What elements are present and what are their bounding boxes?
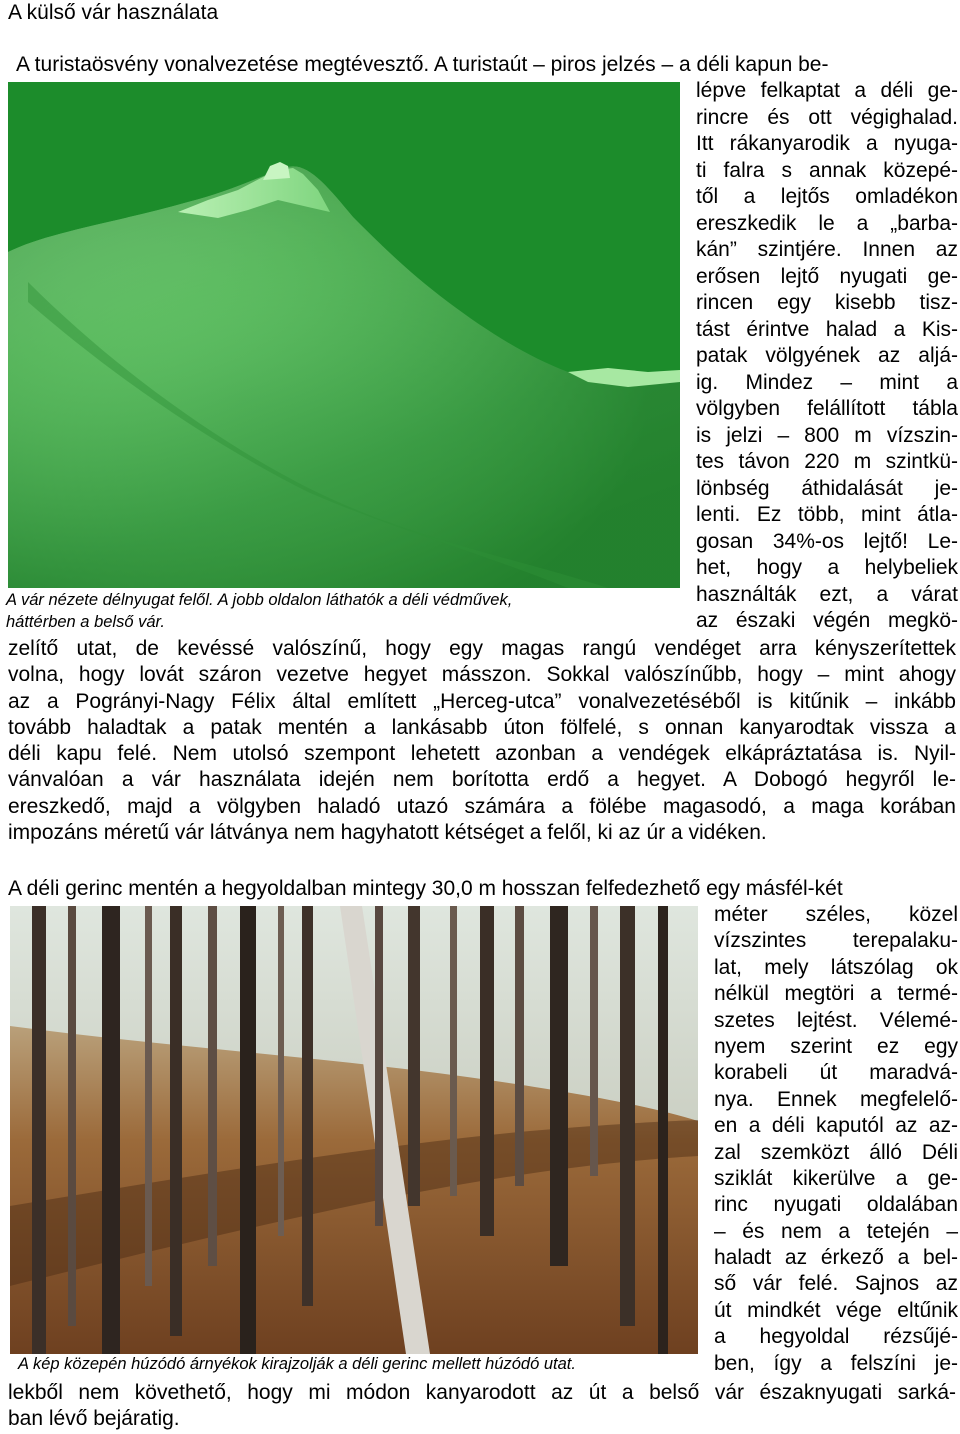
text-line: déli kapu felé. Nem utolsó szempont lehetett azonban a vendégek elkápráztatása is. Nyil- xyxy=(8,742,956,766)
text-line: ban lévő bejáratig. xyxy=(8,1407,180,1431)
text-line: ereszkedik le a „barba- xyxy=(696,211,958,235)
text-line: lépve felkaptat a déli ge- xyxy=(696,79,958,102)
castle-terrain-model-image xyxy=(8,82,680,588)
text-line: ereszkedő, majd a völgyben haladó utazó számára a fölébe magasodó, a maga korában xyxy=(8,794,956,818)
text-line: től a lejtős omladékon xyxy=(696,185,958,208)
figure1-caption-line2: háttérben a belső vár. xyxy=(6,613,165,631)
paragraph2-continuation xyxy=(8,1380,956,1433)
paragraph2-intro: A déli gerinc mentén a hegyoldalban mintegy 30,0 m hosszan felfedezhető egy másfél-két xyxy=(8,877,843,900)
text-line: szetes lejtést. Vélemé- xyxy=(714,1008,958,1032)
text-line: gosan 34%-os lejtő! Le- xyxy=(696,529,958,553)
text-line: tes távon 220 m szintkü- xyxy=(696,450,958,473)
text-line: ti falra s annak közepé- xyxy=(696,158,958,182)
text-line: rinc nyugati oldalában xyxy=(714,1193,958,1217)
text-line: rincen egy kisebb tisz- xyxy=(696,291,958,314)
section-title: A külső vár használata xyxy=(8,1,219,24)
text-line: út mindkét vége eltűnik xyxy=(714,1298,958,1322)
text-line: lat, mely látszólag ok xyxy=(714,955,958,979)
terrain-render xyxy=(8,82,680,588)
text-line: lenti. Ez több, mint átla- xyxy=(696,503,958,526)
paragraph1-continuation xyxy=(8,636,956,846)
text-line: sziklát kikerülve a ge- xyxy=(714,1166,958,1190)
text-line: is jelzi – 800 m vízszin- xyxy=(696,423,958,447)
paragraph1-intro: A turistaösvény vonalvezetése megtévesztő. A turistaút – piros jelzés – a déli kapun be- xyxy=(16,53,829,76)
text-line: en a déli kaputól az az- xyxy=(714,1114,958,1138)
text-line: Itt rákanyarodik a nyuga- xyxy=(696,132,958,155)
text-line: kán” szintjére. Innen az xyxy=(696,238,958,261)
text-line: nyem szerint ez egy xyxy=(714,1034,958,1058)
forest-render xyxy=(10,906,698,1354)
paragraph2-right-column xyxy=(714,902,958,1377)
text-line: az a Pogrányi-Nagy Félix által említett „Herceg-utca” vonalvezetéséből is kitűnik – inkább xyxy=(8,689,956,713)
figure1-caption-line1: A vár nézete délnyugat felől. A jobb oldalon láthatók a déli védművek, xyxy=(6,591,513,609)
text-line: tást érintve halad a Kis- xyxy=(696,317,958,341)
text-line: nya. Ennek megfelelő- xyxy=(714,1087,958,1111)
text-line: haladt az érkező a bel- xyxy=(714,1246,958,1270)
figure2-caption: A kép közepén húzódó árnyékok kirajzolják a déli gerinc mellett húzódó utat. xyxy=(14,1354,580,1374)
forest-slope-photo xyxy=(10,906,698,1354)
text-line: – és nem a tetején – xyxy=(714,1219,958,1243)
text-line: tovább haladtak a patak mentén a lankásabb úton fölfelé, s onnan kanyarodtak vissza a xyxy=(8,715,956,739)
text-line: korabeli út maradvá- xyxy=(714,1061,958,1085)
text-line: het, hogy a helybeliek xyxy=(696,556,958,579)
text-line: volna, hogy lovát száron vezetve hegyet másszon. Sokkal valószínűbb, hogy – mint ahogy xyxy=(8,663,956,687)
text-line: patak völgyének az aljá- xyxy=(696,344,958,367)
text-line: méter széles, közel xyxy=(714,903,958,926)
text-line: zelítő utat, de kevéssé valószínű, hogy egy magas rangú vendéget arra kényszerítettek xyxy=(8,637,956,660)
text-line: ső vár felé. Sajnos az xyxy=(714,1272,958,1296)
paragraph1-right-column xyxy=(696,78,958,635)
text-line: ig. Mindez – mint a xyxy=(696,370,958,394)
text-line: a hegyoldal rézsűjé- xyxy=(714,1325,958,1349)
text-line: zal szemközt álló Déli xyxy=(714,1140,958,1164)
text-line: lönbség áthidalását je- xyxy=(696,476,958,500)
text-line: vánvalóan a vár használata idején nem borította erdő a hegyet. A Dobogó hegyről le- xyxy=(8,768,956,792)
text-line: rincre és ott végighalad. xyxy=(696,105,958,129)
text-line: nélkül megtöri a termé- xyxy=(714,982,958,1006)
text-line: lekből nem követhető, hogy mi módon kanyarodott az út a belső vár északnyugati sarká- xyxy=(8,1381,956,1404)
text-line: az északi végén megkö- xyxy=(696,609,958,632)
text-line: impozáns méretű vár látványa nem hagyhatott kétséget a felől, ki az úr a vidéken. xyxy=(8,821,767,845)
text-line: vízszintes terepalaku- xyxy=(714,929,958,953)
text-line: erősen lejtő nyugati ge- xyxy=(696,264,958,288)
text-line: használták ezt, a várat xyxy=(696,582,958,606)
text-line: ben, így a felszíni je- xyxy=(714,1351,958,1375)
text-line: völgyben felállított tábla xyxy=(696,397,958,420)
